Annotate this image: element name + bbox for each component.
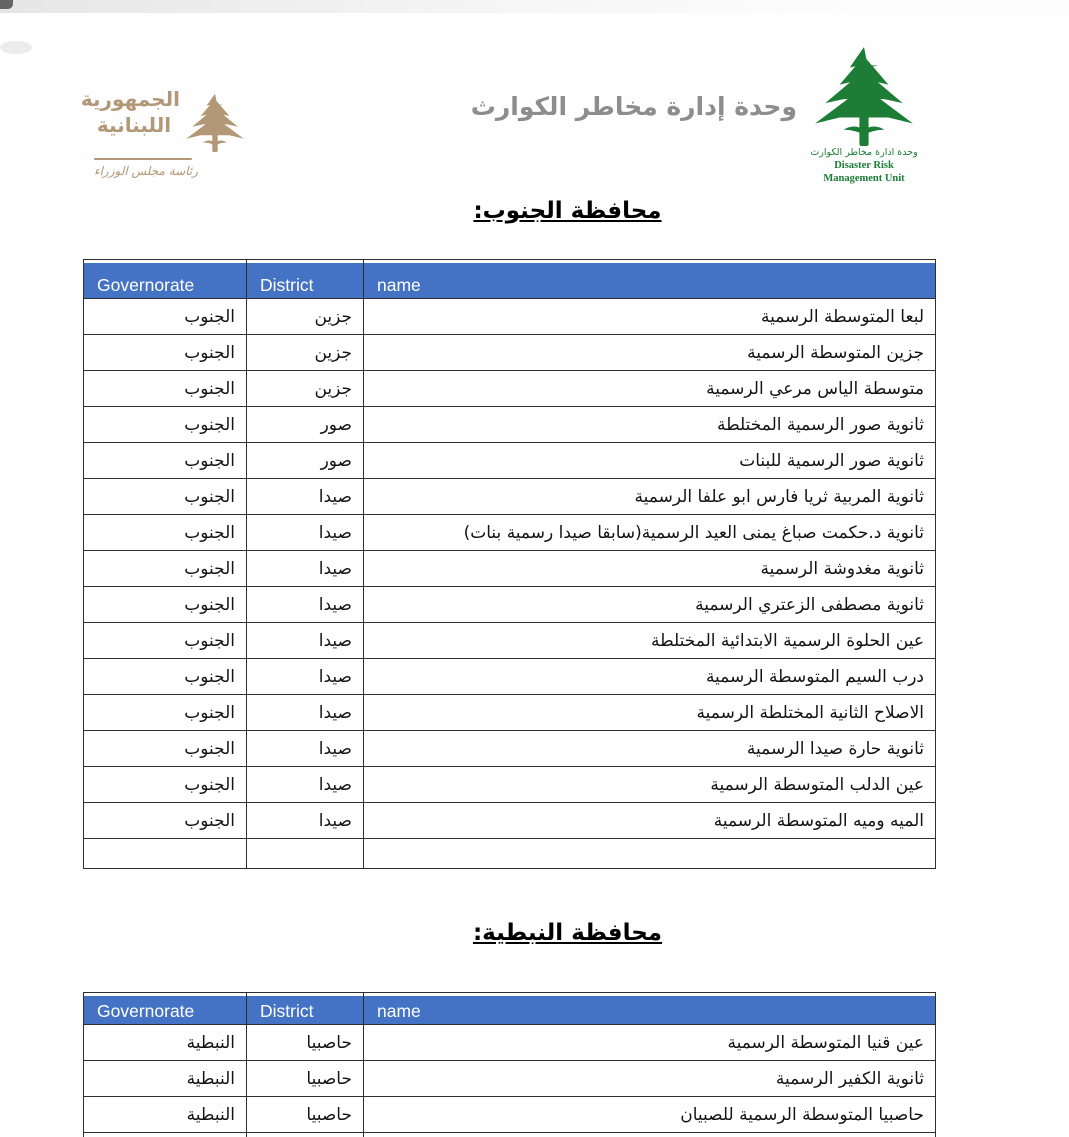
governorate-cell: الجنوب	[84, 803, 247, 839]
scan-artifact-speck	[0, 0, 13, 9]
scan-artifact-smudge	[0, 41, 32, 54]
drm-logo-arabic-caption: وحدة ادارة مخاطر الكوارث	[810, 147, 918, 158]
school-name-cell: الميه وميه المتوسطة الرسمية	[364, 803, 936, 839]
table-row	[84, 659, 936, 695]
table-row	[84, 767, 936, 803]
district-cell: جزين	[247, 335, 364, 371]
school-name-cell: الاصلاح الثانية المختلطة الرسمية	[364, 695, 936, 731]
district-cell: صيدا	[247, 731, 364, 767]
district-cell: جزين	[247, 299, 364, 335]
governorate-cell: النبطية	[84, 1061, 247, 1097]
drm-unit-logo	[806, 44, 922, 185]
district-cell: صيدا	[247, 803, 364, 839]
column-header: name	[364, 993, 936, 1025]
governorate-cell: الجنوب	[84, 407, 247, 443]
school-name-cell: ثانوية مصطفى الزعتري الرسمية	[364, 587, 936, 623]
district-cell: جزين	[247, 371, 364, 407]
district-cell: صيدا	[247, 479, 364, 515]
emblem-subtitle: رئاسة مجلس الوزراء	[93, 164, 199, 178]
table-row	[84, 443, 936, 479]
district-cell: صيدا	[247, 695, 364, 731]
table-row	[84, 407, 936, 443]
emblem-divider	[94, 158, 192, 160]
emblem-title-line2: اللبنانية	[96, 113, 172, 137]
governorate-cell: الجنوب	[84, 767, 247, 803]
district-cell: حاصبيا	[247, 1061, 364, 1097]
district-cell: صيدا	[247, 551, 364, 587]
column-header: Governorate	[84, 993, 247, 1025]
column-header: District	[247, 993, 364, 1025]
table-row	[84, 479, 936, 515]
schools-table-nabatieh	[83, 992, 936, 1137]
table-row	[84, 587, 936, 623]
table-row	[84, 1025, 936, 1061]
unit-title: وحدة إدارة مخاطر الكوارث	[470, 92, 797, 121]
district-cell: حاصبيا	[247, 1097, 364, 1133]
drm-logo-english-caption: Disaster Risk Management Unit	[823, 160, 905, 184]
cedar-tree-icon	[185, 90, 245, 154]
school-name-cell: حاصبيا المتوسطة الرسمية للصبيان	[364, 1097, 936, 1133]
district-cell: صيدا	[247, 767, 364, 803]
school-name-cell: ثانوية الكفير الرسمية	[364, 1061, 936, 1097]
district-cell: صيدا	[247, 659, 364, 695]
school-name-cell: ثانوية د.حكمت صباغ يمنى العيد الرسمية(سابقا صيدا رسمية بنات)	[364, 515, 936, 551]
section-heading-south: محافظة الجنوب:	[473, 198, 662, 224]
governorate-cell: الجنوب	[84, 695, 247, 731]
school-name-cell: ثانوية حارة صيدا الرسمية	[364, 731, 936, 767]
district-cell: صيدا	[247, 515, 364, 551]
emblem-calligraphy	[80, 86, 180, 138]
table-row	[84, 839, 936, 869]
school-name-cell: متوسطة الياس مرعي الرسمية	[364, 371, 936, 407]
district-cell: حاصبيا	[247, 1025, 364, 1061]
school-name-cell	[364, 1133, 936, 1137]
column-header: Governorate	[84, 260, 247, 299]
table-row	[84, 1061, 936, 1097]
governorate-cell: الجنوب	[84, 551, 247, 587]
table-row	[84, 1097, 936, 1133]
table-row	[84, 551, 936, 587]
cedar-tree-icon	[813, 44, 915, 146]
table-row	[84, 335, 936, 371]
table-row	[84, 299, 936, 335]
school-name-cell: ثانوية المربية ثريا فارس ابو علفا الرسمية	[364, 479, 936, 515]
table-row	[84, 695, 936, 731]
district-cell: صور	[247, 407, 364, 443]
governorate-cell: الجنوب	[84, 299, 247, 335]
governorate-cell: النبطية	[84, 1097, 247, 1133]
school-name-cell: عين الدلب المتوسطة الرسمية	[364, 767, 936, 803]
school-name-cell: ثانوية صور الرسمية للبنات	[364, 443, 936, 479]
table-header-row	[84, 260, 936, 299]
governorate-cell	[84, 839, 247, 869]
scan-artifact-strip	[0, 0, 1069, 13]
table-row	[84, 1133, 936, 1137]
district-cell: صور	[247, 443, 364, 479]
section-heading-nabatieh: محافظة النبطية:	[472, 920, 663, 946]
lebanese-republic-emblem	[80, 84, 248, 184]
governorate-cell: الجنوب	[84, 335, 247, 371]
school-name-cell: ثانوية صور الرسمية المختلطة	[364, 407, 936, 443]
governorate-cell: الجنوب	[84, 587, 247, 623]
table-row	[84, 371, 936, 407]
school-name-cell: درب السيم المتوسطة الرسمية	[364, 659, 936, 695]
column-header: name	[364, 260, 936, 299]
school-name-cell: عين قنيا المتوسطة الرسمية	[364, 1025, 936, 1061]
school-name-cell: جزين المتوسطة الرسمية	[364, 335, 936, 371]
school-name-cell: لبعا المتوسطة الرسمية	[364, 299, 936, 335]
district-cell: صيدا	[247, 623, 364, 659]
table-header-row	[84, 993, 936, 1025]
governorate-cell: الجنوب	[84, 371, 247, 407]
schools-table-south	[83, 259, 936, 869]
governorate-cell: الجنوب	[84, 515, 247, 551]
governorate-cell: الجنوب	[84, 479, 247, 515]
school-name-cell: عين الحلوة الرسمية الابتدائية المختلطة	[364, 623, 936, 659]
district-cell	[247, 839, 364, 869]
school-name-cell	[364, 839, 936, 869]
district-cell: صيدا	[247, 587, 364, 623]
table-row	[84, 731, 936, 767]
school-name-cell: ثانوية مغدوشة الرسمية	[364, 551, 936, 587]
governorate-cell: الجنوب	[84, 731, 247, 767]
table-row	[84, 623, 936, 659]
governorate-cell: الجنوب	[84, 659, 247, 695]
governorate-cell: النبطية	[84, 1025, 247, 1061]
emblem-title-line1: الجمهورية	[80, 87, 180, 111]
district-cell	[247, 1133, 364, 1137]
column-header: District	[247, 260, 364, 299]
governorate-cell	[84, 1133, 247, 1137]
table-row	[84, 515, 936, 551]
governorate-cell: الجنوب	[84, 443, 247, 479]
table-row	[84, 803, 936, 839]
governorate-cell: الجنوب	[84, 623, 247, 659]
